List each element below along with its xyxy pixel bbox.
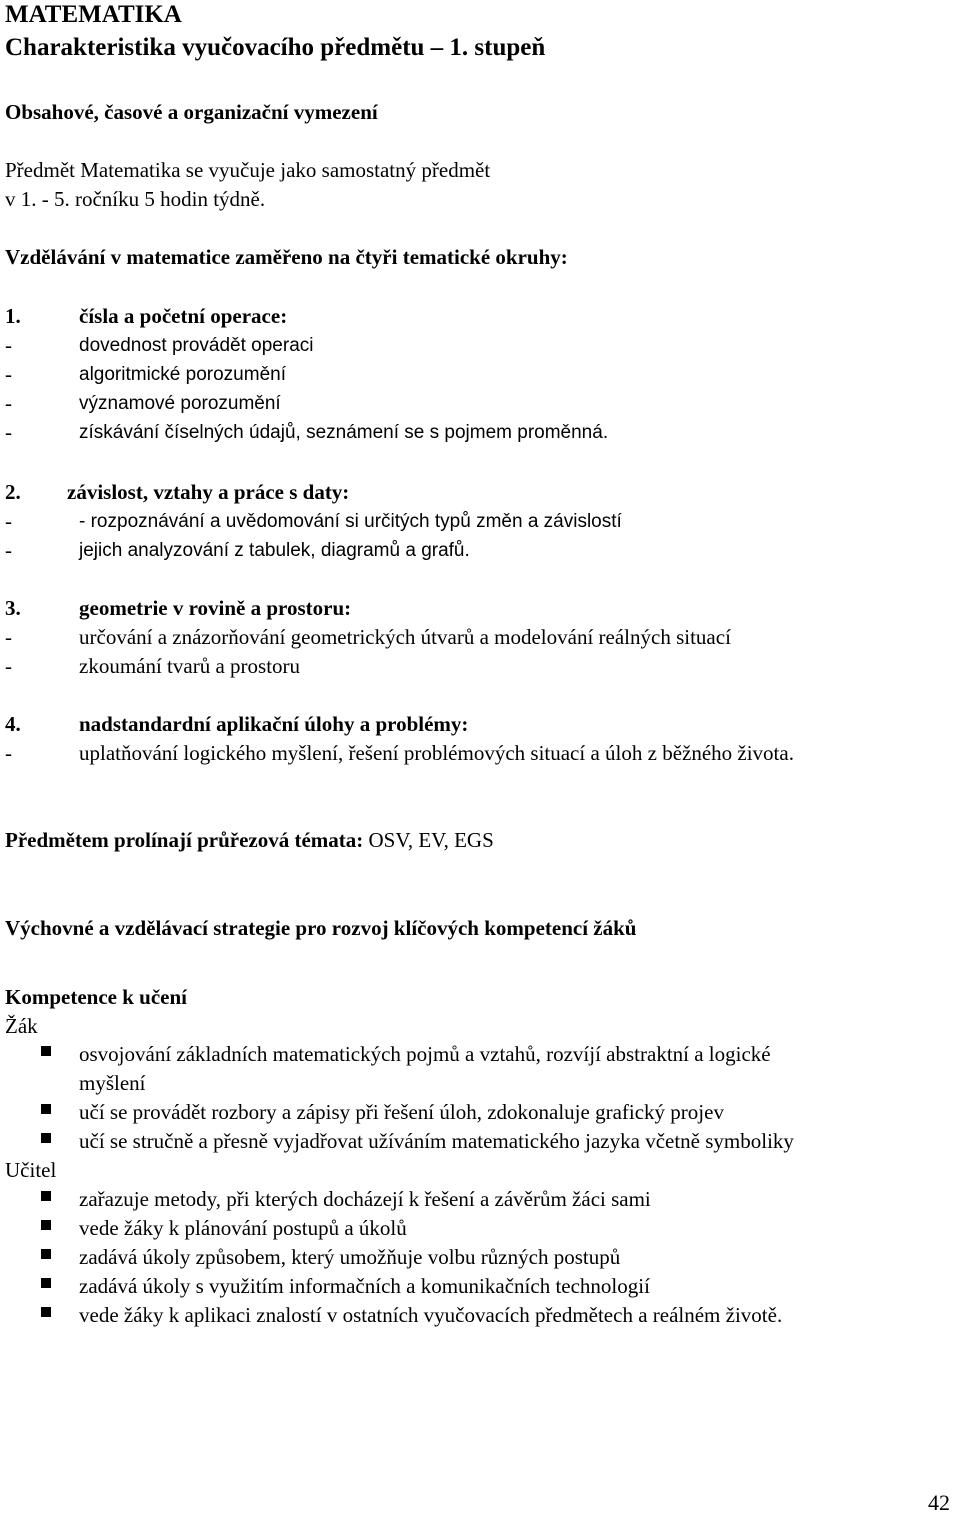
teacher-label: Učitel [5, 1158, 57, 1182]
area-title: geometrie v rovině a prostoru: [79, 596, 352, 620]
area-number: 4. [5, 712, 21, 736]
pupil-label: Žák [5, 1014, 38, 1038]
page-number: 42 [928, 1490, 950, 1515]
bullet-square-icon [41, 1191, 51, 1201]
list-item: získávání číselných údajů, seznámení se s pojmem proměnná. [79, 422, 609, 443]
list-dash: - [5, 741, 12, 765]
list-dash: - [5, 538, 12, 562]
list-item: uplatňování logického myšlení, řešení problémových situací a úloh z běžného života. [79, 741, 794, 765]
areas-heading: Vzdělávání v matematice zaměřeno na čtyři tematické okruhy: [5, 245, 568, 269]
bullet-square-icon [41, 1220, 51, 1230]
cross-curricular-value: OSV, EV, EGS [368, 828, 494, 852]
competence-heading: Kompetence k učení [5, 985, 187, 1009]
document-subtitle: Charakteristika vyučovacího předmětu – 1. stupeň [5, 34, 546, 61]
list-dash: - [5, 509, 12, 533]
list-item: významové porozumění [79, 393, 281, 414]
area-number: 1. [5, 304, 21, 328]
area-number: 2. [5, 480, 21, 504]
bullet-square-icon [41, 1133, 51, 1143]
pupil-list-item: učí se provádět rozbory a zápisy při řešení úloh, zdokonaluje grafický projev [79, 1100, 724, 1124]
area-title: závislost, vztahy a práce s daty: [67, 480, 350, 504]
list-item: algoritmické porozumění [79, 364, 286, 385]
pupil-list-item-continuation: myšlení [79, 1071, 146, 1095]
list-item: dovednost provádět operaci [79, 335, 314, 356]
bullet-square-icon [41, 1249, 51, 1259]
cross-curricular-line [5, 826, 494, 855]
teacher-list-item: zadává úkoly s využitím informačních a komunikačních technologií [79, 1274, 650, 1298]
strategies-heading: Výchovné a vzdělávací strategie pro rozvoj klíčových kompetencí žáků [5, 916, 637, 940]
area-title: čísla a početní operace: [79, 304, 288, 328]
bullet-square-icon [41, 1104, 51, 1114]
list-item: určování a znázorňování geometrických útvarů a modelování reálných situací [79, 625, 731, 649]
list-item: jejich analyzování z tabulek, diagramů a grafů. [79, 540, 470, 561]
list-dash: - [5, 625, 12, 649]
list-dash: - [5, 362, 12, 386]
list-dash: - [5, 333, 12, 357]
teacher-list-item: zadává úkoly způsobem, který umožňuje volbu různých postupů [79, 1245, 621, 1269]
list-item: - rozpoznávání a uvědomování si určitých typů změn a závislostí [79, 511, 622, 532]
intro-text-line-1: Předmět Matematika se vyučuje jako samostatný předmět [5, 158, 491, 182]
bullet-square-icon [41, 1307, 51, 1317]
list-dash: - [5, 391, 12, 415]
list-dash: - [5, 654, 12, 678]
pupil-list-item: osvojování základních matematických pojmů a vztahů, rozvíjí abstraktní a logické [79, 1042, 771, 1066]
intro-text-line-2: v 1. - 5. ročníku 5 hodin týdně. [5, 187, 266, 211]
area-title: nadstandardní aplikační úlohy a problémy: [79, 712, 469, 736]
teacher-list-item: zařazuje metody, při kterých docházejí k řešení a závěrům žáci sami [79, 1187, 651, 1211]
pupil-list-item: učí se stručně a přesně vyjadřovat užíváním matematického jazyka včetně symboliky [79, 1129, 794, 1153]
teacher-list-item: vede žáky k aplikaci znalostí v ostatních vyučovacích předmětech a reálném životě. [79, 1303, 783, 1327]
area-number: 3. [5, 596, 21, 620]
cross-curricular-label: Předmětem prolínají průřezová témata: [5, 828, 364, 852]
list-item: zkoumání tvarů a prostoru [79, 654, 301, 678]
section-heading-scope: Obsahové, časové a organizační vymezení [5, 100, 378, 124]
bullet-square-icon [41, 1278, 51, 1288]
teacher-list-item: vede žáky k plánování postupů a úkolů [79, 1216, 407, 1240]
bullet-square-icon [41, 1046, 51, 1056]
list-dash: - [5, 420, 12, 444]
document-title: MATEMATIKA [5, 1, 182, 28]
